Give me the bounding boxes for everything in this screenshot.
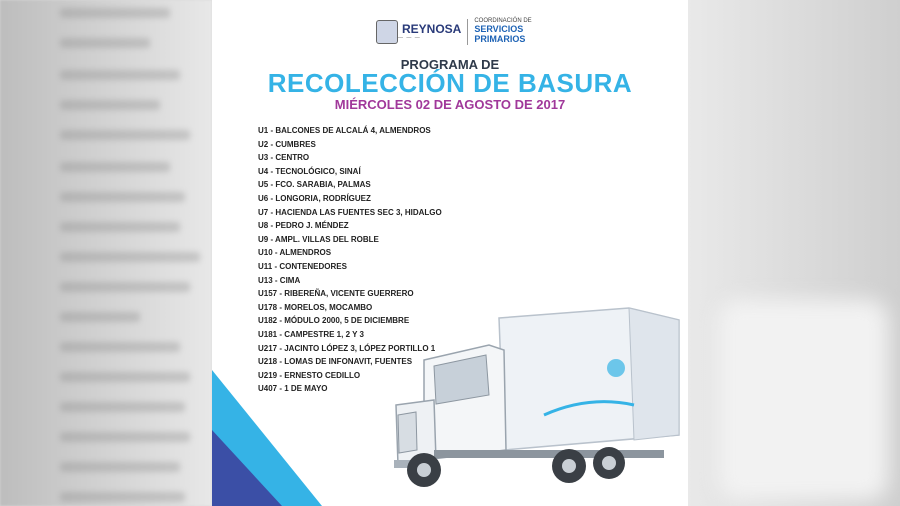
- blurred-text-line: [60, 252, 200, 262]
- blurred-text-line: [60, 192, 185, 202]
- blurred-text-line: [60, 342, 180, 352]
- route-item: U13 - CIMA: [258, 275, 301, 285]
- route-item: U7 - HACIENDA LAS FUENTES SEC 3, HIDALGO: [258, 207, 442, 217]
- blurred-text-line: [60, 282, 190, 292]
- city-logo-underline: — — —: [398, 34, 421, 41]
- garbage-truck-illustration: [394, 300, 684, 490]
- department-line1: COORDINACIÓN DE: [474, 18, 532, 24]
- decorative-navy-triangle: [212, 430, 282, 506]
- blurred-text-line: [60, 162, 170, 172]
- route-item: U178 - MORELOS, MOCAMBO: [258, 302, 373, 312]
- city-logo: [398, 23, 461, 41]
- city-name: REYNOSA: [402, 21, 462, 36]
- route-item: U182 - MÓDULO 2000, 5 DE DICIEMBRE: [258, 316, 410, 326]
- logo-divider: [467, 19, 468, 45]
- route-item: U6 - LONGORIA, RODRÍGUEZ: [258, 193, 371, 203]
- route-item: U181 - CAMPESTRE 1, 2 Y 3: [258, 329, 364, 339]
- header-logos: [376, 18, 532, 45]
- blurred-text-line: [60, 130, 190, 140]
- route-item: U10 - ALMENDROS: [258, 248, 332, 258]
- poster-date: MIÉRCOLES 02 DE AGOSTO DE 2017: [334, 97, 566, 112]
- route-item: U217 - JACINTO LÓPEZ 3, LÓPEZ PORTILLO 1: [258, 343, 436, 353]
- blurred-text-line: [60, 100, 160, 110]
- poster-title: RECOLECCIÓN DE BASURA: [267, 68, 633, 98]
- route-item: U157 - RIBEREÑA, VICENTE GUERRERO: [258, 289, 414, 299]
- blurred-text-line: [60, 492, 185, 502]
- blurred-background-right: [688, 0, 900, 506]
- route-item: U407 - 1 DE MAYO: [258, 384, 328, 394]
- blurred-text-line: [60, 312, 140, 322]
- route-item: U9 - AMPL. VILLAS DEL ROBLE: [258, 234, 379, 244]
- poster-subtitle: PROGRAMA DE: [400, 57, 500, 72]
- blurred-text-line: [60, 402, 185, 412]
- blurred-truck-shape: [718, 300, 888, 500]
- blurred-text-line: [60, 432, 190, 442]
- department-line2: SERVICIOS: [474, 24, 524, 34]
- route-item: U4 - TECNOLÓGICO, SINAÍ: [258, 166, 361, 176]
- route-item: U219 - ERNESTO CEDILLO: [258, 370, 361, 380]
- blurred-text-line: [60, 222, 180, 232]
- blurred-text-line: [60, 372, 190, 382]
- route-item: U11 - CONTENEDORES: [258, 261, 347, 271]
- blurred-text-line: [60, 38, 150, 48]
- route-item: U1 - BALCONES DE ALCALÁ 4, ALMENDROS: [258, 126, 431, 135]
- blurred-background-left: [0, 0, 212, 506]
- city-seal-icon: [376, 20, 398, 44]
- route-item: U8 - PEDRO J. MÉNDEZ: [258, 221, 349, 231]
- route-item: U5 - FCO. SARABIA, PALMAS: [258, 180, 371, 190]
- route-item: U218 - LOMAS DE INFONAVIT, FUENTES: [258, 357, 413, 367]
- route-item: U2 - CUMBRES: [258, 139, 316, 149]
- blurred-text-line: [60, 462, 180, 472]
- blurred-text-line: [60, 70, 180, 80]
- department-line3: PRIMARIOS: [474, 34, 526, 44]
- route-item: U3 - CENTRO: [258, 153, 310, 163]
- department-logo: [474, 18, 531, 45]
- collection-schedule-poster: [212, 0, 688, 506]
- blurred-text-line: [60, 8, 170, 18]
